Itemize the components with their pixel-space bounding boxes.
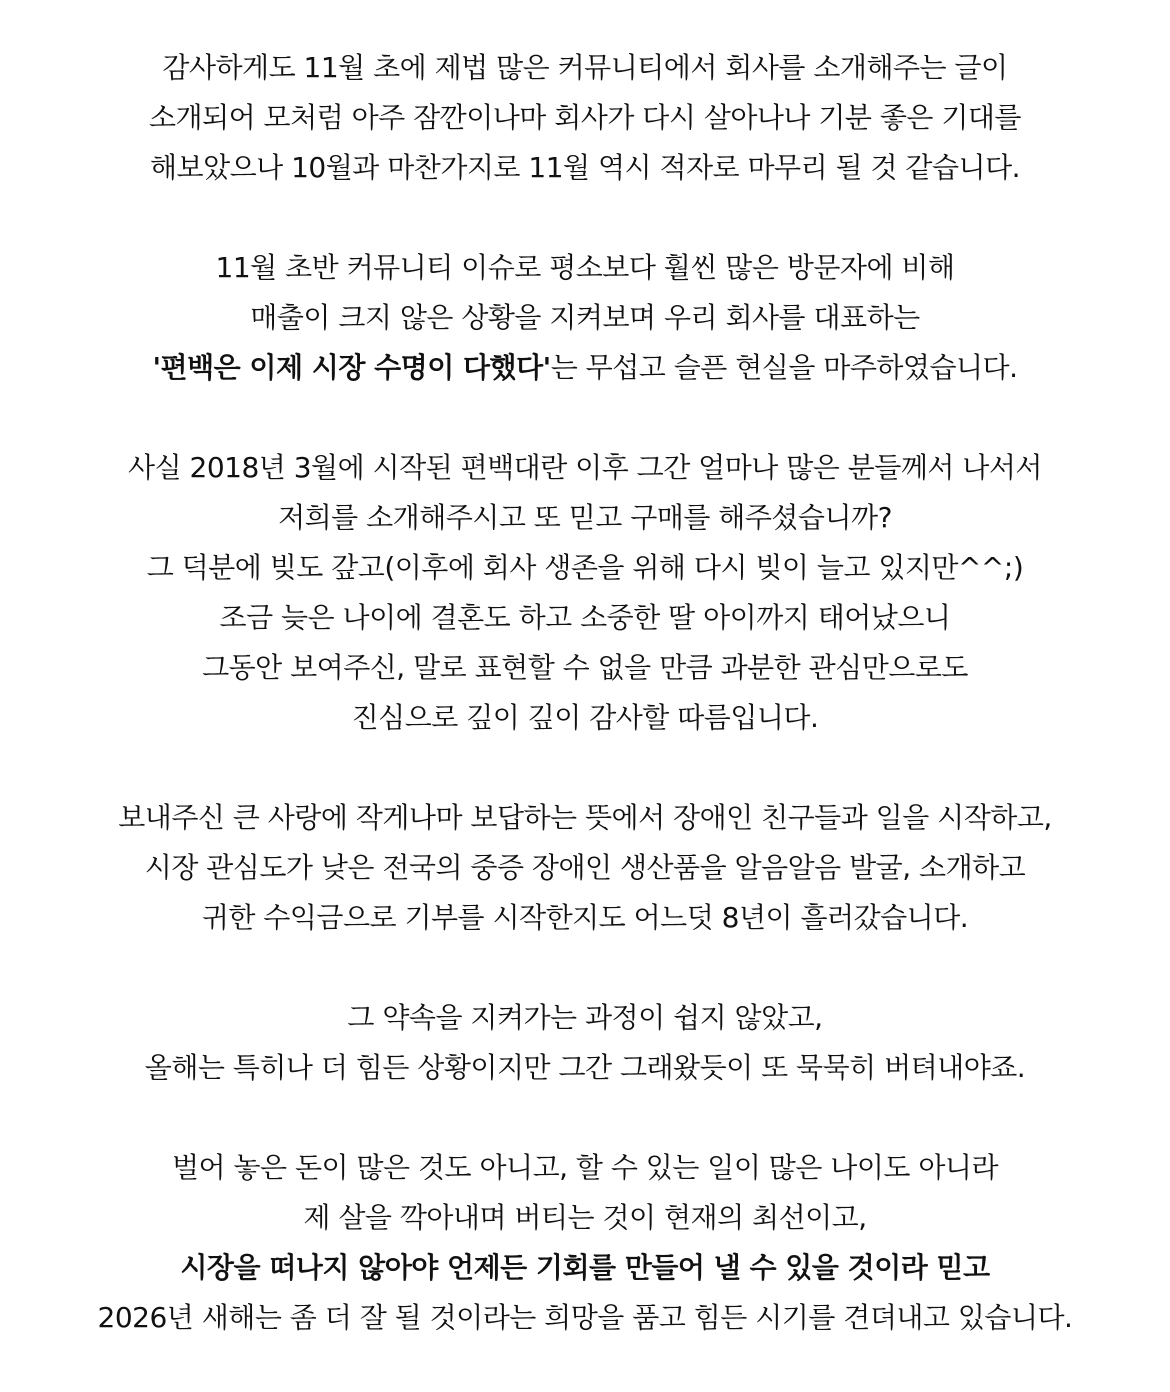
text-line: 귀한 수익금으로 기부를 시작한지도 어느덧 8년이 흘러갔습니다.	[201, 901, 969, 934]
text-line: 보내주신 큰 사랑에 작게나마 보답하는 뜻에서 장애인 친구들과 일을 시작하고,	[118, 801, 1052, 834]
text-line: 소개되어 모처럼 아주 잠깐이나마 회사가 다시 살아나나 기분 좋은 기대를	[148, 101, 1022, 134]
text-line: 올해는 특히나 더 힘든 상황이지만 그간 그래왔듯이 또 묵묵히 버텨내야죠.	[144, 1051, 1026, 1084]
emphasis-text: '편백은 이제 시장 수명이 다했다'	[152, 351, 551, 384]
text-line: 진심으로 깊이 깊이 감사할 따름입니다.	[351, 701, 819, 734]
paragraph-6	[0, 1143, 1170, 1343]
text-line: 해보았으나 10월과 마찬가지로 11월 역시 적자로 마무리 될 것 같습니다.	[149, 151, 1021, 184]
text-line: 조금 늦은 나이에 결혼도 하고 소중한 딸 아이까지 태어났으니	[219, 601, 951, 634]
text-line: 제 살을 깍아내며 버티는 것이 현재의 최선이고,	[303, 1201, 867, 1234]
text-line: 감사하게도 11월 초에 제법 많은 커뮤니티에서 회사를 소개해주는 글이	[162, 51, 1008, 84]
text-line: 그 약속을 지켜가는 과정이 쉽지 않았고,	[347, 1001, 823, 1034]
text-line: 2026년 새해는 좀 더 잘 될 것이라는 희망을 품고 힘든 시기를 견뎌내고 있습니다.	[97, 1301, 1073, 1334]
text-line: 매출이 크지 않은 상황을 지켜보며 우리 회사를 대표하는	[250, 301, 920, 334]
text-line: 벌어 놓은 돈이 많은 것도 아니고, 할 수 있는 일이 많은 나이도 아니라	[171, 1151, 998, 1184]
paragraph-3	[0, 443, 1170, 743]
paragraph-5	[0, 993, 1170, 1093]
paragraph-1	[0, 43, 1170, 193]
text-line: 그동안 보여주신, 말로 표현할 수 없을 만큼 과분한 관심만으로도	[202, 651, 968, 684]
text-line: 시장 관심도가 낮은 전국의 중증 장애인 생산품을 알음알음 발굴, 소개하고	[144, 851, 1026, 884]
paragraph-2	[0, 243, 1170, 393]
text-line	[0, 343, 1170, 393]
text-line: 저희를 소개해주시고 또 믿고 구매를 해주셨습니까?	[278, 501, 892, 534]
text-line: 그 덕분에 빚도 갚고(이후에 회사 생존을 위해 다시 빚이 늘고 있지만^^;)	[146, 551, 1024, 584]
paragraph-4	[0, 793, 1170, 943]
text-line: 사실 2018년 3월에 시작된 편백대란 이후 그간 얼마나 많은 분들께서 나서서	[128, 451, 1042, 484]
emphasis-line: 시장을 떠나지 않아야 언제든 기회를 만들어 낼 수 있을 것이라 믿고	[180, 1251, 990, 1284]
text-line: 11월 초반 커뮤니티 이슈로 평소보다 훨씬 많은 방문자에 비해	[215, 251, 955, 284]
text-span: 는 무섭고 슬픈 현실을 마주하였습니다.	[550, 351, 1018, 384]
